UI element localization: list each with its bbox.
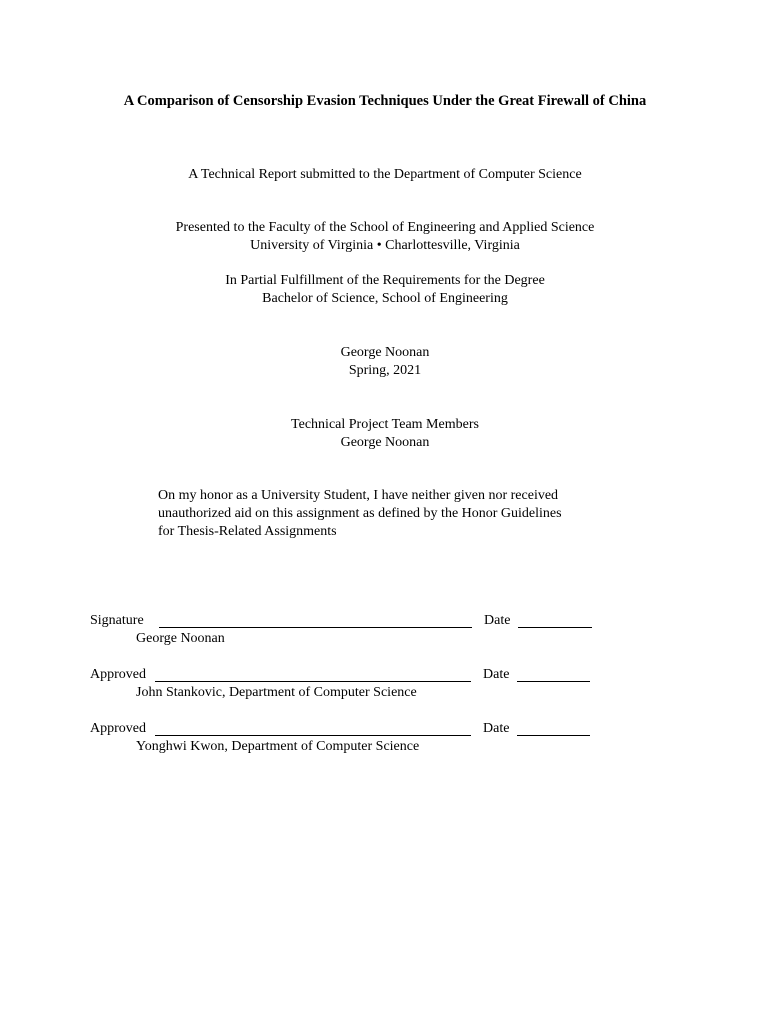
submission-statement: A Technical Report submitted to the Department of Computer Science xyxy=(188,167,582,182)
honor-pledge-line: On my honor as a University Student, I have neither given nor received xyxy=(158,488,559,503)
fulfillment-line-2: Bachelor of Science, School of Engineering xyxy=(262,291,508,306)
honor-pledge-line: for Thesis-Related Assignments xyxy=(158,524,337,539)
honor-pledge xyxy=(158,487,618,541)
signature-label: Signature xyxy=(90,613,144,628)
presented-line-2: University of Virginia • Charlottesville, Virginia xyxy=(250,238,520,253)
date-label: Date xyxy=(483,667,510,682)
approver-name: Yonghwi Kwon, Department of Computer Science xyxy=(136,739,420,754)
approver-name: John Stankovic, Department of Computer Science xyxy=(136,685,417,700)
approval-signature-line xyxy=(155,681,471,682)
approval-label: Approved xyxy=(90,667,146,682)
date-line xyxy=(518,627,592,628)
honor-pledge-line: unauthorized aid on this assignment as defined by the Honor Guidelines xyxy=(158,506,562,521)
date-label: Date xyxy=(483,721,510,736)
presented-line-1: Presented to the Faculty of the School of Engineering and Applied Science xyxy=(175,220,595,235)
term: Spring, 2021 xyxy=(348,363,422,378)
report-title: A Comparison of Censorship Evasion Techniques Under the Great Firewall of China xyxy=(123,93,647,109)
approval-signature-line xyxy=(155,735,471,736)
signature-line xyxy=(159,627,472,628)
date-line xyxy=(517,735,590,736)
date-label: Date xyxy=(484,613,511,628)
author-name: George Noonan xyxy=(340,345,430,360)
date-line xyxy=(517,681,590,682)
fulfillment-line-1: In Partial Fulfillment of the Requirements for the Degree xyxy=(225,273,545,288)
team-member: George Noonan xyxy=(340,435,430,450)
team-heading: Technical Project Team Members xyxy=(291,417,479,432)
signer-name: George Noonan xyxy=(136,631,225,646)
approval-label: Approved xyxy=(90,721,146,736)
